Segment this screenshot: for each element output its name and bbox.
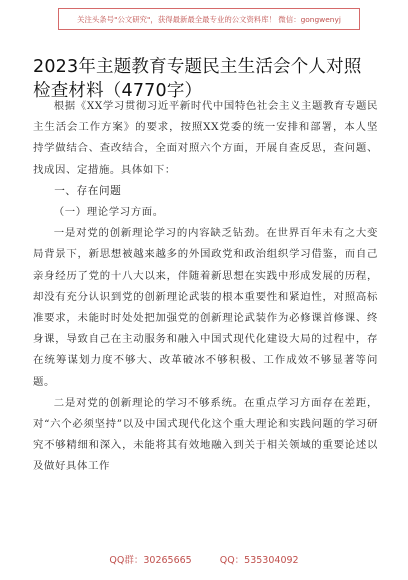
subsection-heading: （一）理论学习方面。 [53, 206, 164, 219]
paragraph-1: 一是对党的创新理论学习的内容缺乏钻劲。在世界百年未有之大变局背景下，新思想被越来越多的外国政党和政治组织学习借鉴，而自己亲身经历了党的十八大以来，伴随着新思想在实践中形成发展的历程，却没有充分认识到党的创新理论武装的根本重要性和紧迫性，对照高标准要求，未能时时处处把加强党的创新理论武装作为必修课首修课、终身课，导致自己在主动服务和融入中国式现代化建设大局的过程中，存在统筹谋划力度不够大、改革破冰不够积极、工作成效不够显著等问题。 [33, 227, 378, 388]
intro-paragraph: 根据《XX学习贯彻习近平新时代中国特色社会主义主题教育专题民主生活会工作方案》的要求，按照XX党委的统一安排和部署，本人坚持学做结合、查改结合，全面对照六个方面，开展自查反思，查问题、找成因、定措施。具体如下： [33, 100, 378, 176]
footer-qq-group: QQ群：30265665 [109, 555, 192, 566]
footer-contact [0, 552, 408, 566]
document-body [33, 96, 378, 478]
paragraph-2: 二是对党的创新理论的学习不够系统。在重点学习方面存在差距，对“六个必须坚持”以及中国式现代化这个重大理论和实践问题的学习研究不够精细和深入，未能将其有效地融入到关于相关领域的重要论述以及做好具体工作 [33, 396, 378, 473]
section-heading: 一、存在问题 [54, 184, 122, 197]
banner-text: 关注头条号"公文研究"，获得最新最全最专业的公文资料库！ 微信：gongwenyj [77, 14, 341, 24]
header-banner [58, 8, 360, 30]
footer-qq: QQ：535304092 [219, 555, 299, 566]
document-title: 2023年主题教育专题民主生活会个人对照检查材料（4770字） [33, 57, 362, 101]
